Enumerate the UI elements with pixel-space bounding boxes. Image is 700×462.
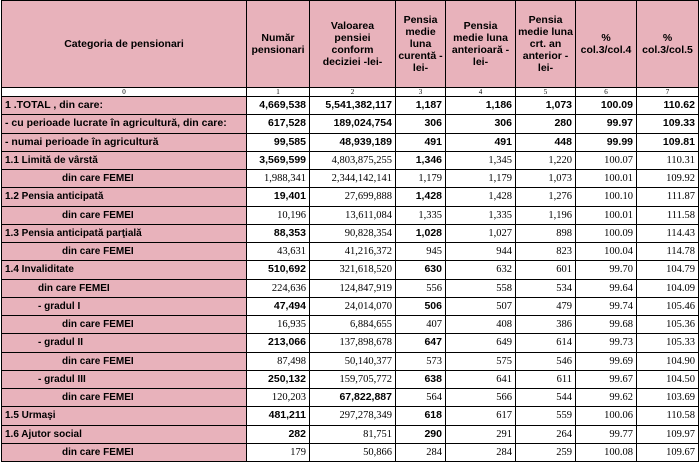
row-value-cell: 99.62: [576, 389, 637, 407]
row-category-label: - numai perioade în agricultură: [2, 133, 247, 151]
row-value-cell: 109.33: [637, 115, 699, 133]
row-value-cell: 10,196: [247, 206, 310, 224]
table-row: [2, 297, 699, 315]
pension-table-container: [1, 0, 699, 462]
table-row: [2, 224, 699, 242]
row-category-label: din care FEMEI: [2, 206, 247, 224]
row-value-cell: 124,847,919: [310, 279, 396, 297]
row-value-cell: 491: [446, 133, 516, 151]
row-category-label: 1.6 Ajutor social: [2, 425, 247, 443]
table-row: [2, 261, 699, 279]
row-value-cell: 559: [516, 407, 576, 425]
row-value-cell: 88,353: [247, 224, 310, 242]
row-value-cell: 100.09: [576, 224, 637, 242]
table-row: [2, 279, 699, 297]
col-header-avg-prev-year: Pensia medie luna crt. an anterior -lei-: [516, 1, 576, 88]
row-value-cell: 1,345: [446, 151, 516, 169]
row-value-cell: 87,498: [247, 352, 310, 370]
row-value-cell: 43,631: [247, 243, 310, 261]
row-category-label: 1.5 Urmaşi: [2, 407, 247, 425]
row-category-label: din care FEMEI: [2, 443, 247, 461]
row-value-cell: 618: [396, 407, 446, 425]
col-number: 4: [446, 88, 516, 97]
row-value-cell: 632: [446, 261, 516, 279]
row-value-cell: 280: [516, 115, 576, 133]
row-value-cell: 448: [516, 133, 576, 151]
row-value-cell: 4,669,538: [247, 97, 310, 115]
row-value-cell: 27,699,888: [310, 188, 396, 206]
row-value-cell: 50,140,377: [310, 352, 396, 370]
row-value-cell: 1,220: [516, 151, 576, 169]
row-category-label: - gradul I: [2, 297, 247, 315]
row-value-cell: 564: [396, 389, 446, 407]
col-header-avg-previous: Pensia medie luna anterioară - lei-: [446, 1, 516, 88]
row-value-cell: 99.99: [576, 133, 637, 151]
row-value-cell: 110.58: [637, 407, 699, 425]
table-row: [2, 334, 699, 352]
row-value-cell: 506: [396, 297, 446, 315]
row-value-cell: 617,528: [247, 115, 310, 133]
table-row: [2, 425, 699, 443]
row-value-cell: 1,988,341: [247, 170, 310, 188]
row-value-cell: 110.31: [637, 151, 699, 169]
row-value-cell: 544: [516, 389, 576, 407]
row-value-cell: 386: [516, 316, 576, 334]
table-row: [2, 443, 699, 461]
row-value-cell: 99.68: [576, 316, 637, 334]
row-value-cell: 16,935: [247, 316, 310, 334]
row-value-cell: 250,132: [247, 370, 310, 388]
table-row: [2, 115, 699, 133]
table-row: [2, 370, 699, 388]
row-value-cell: 5,541,382,117: [310, 97, 396, 115]
row-value-cell: 99.69: [576, 352, 637, 370]
row-value-cell: 297,278,349: [310, 407, 396, 425]
row-value-cell: 611: [516, 370, 576, 388]
table-row: [2, 206, 699, 224]
row-value-cell: 407: [396, 316, 446, 334]
row-value-cell: 2,344,142,141: [310, 170, 396, 188]
row-value-cell: 111.58: [637, 206, 699, 224]
row-value-cell: 137,898,678: [310, 334, 396, 352]
row-value-cell: 617: [446, 407, 516, 425]
row-value-cell: 109.67: [637, 443, 699, 461]
col-header-pct-3-5: % col.3/col.5: [637, 1, 699, 88]
table-row: [2, 316, 699, 334]
table-row: [2, 133, 699, 151]
row-value-cell: 13,611,084: [310, 206, 396, 224]
row-value-cell: 109.97: [637, 425, 699, 443]
row-value-cell: 114.78: [637, 243, 699, 261]
row-value-cell: 99.97: [576, 115, 637, 133]
row-value-cell: 291: [446, 425, 516, 443]
row-value-cell: 100.07: [576, 151, 637, 169]
table-row: [2, 243, 699, 261]
row-value-cell: 120,203: [247, 389, 310, 407]
row-value-cell: 100.09: [576, 97, 637, 115]
row-value-cell: 213,066: [247, 334, 310, 352]
row-value-cell: 189,024,754: [310, 115, 396, 133]
row-value-cell: 50,866: [310, 443, 396, 461]
row-value-cell: 898: [516, 224, 576, 242]
row-value-cell: 100.10: [576, 188, 637, 206]
row-value-cell: 534: [516, 279, 576, 297]
row-value-cell: 507: [446, 297, 516, 315]
row-value-cell: 99,585: [247, 133, 310, 151]
row-value-cell: 649: [446, 334, 516, 352]
row-value-cell: 110.62: [637, 97, 699, 115]
row-value-cell: 1,335: [446, 206, 516, 224]
row-value-cell: 566: [446, 389, 516, 407]
row-value-cell: 90,828,354: [310, 224, 396, 242]
column-number-row: [2, 88, 699, 97]
col-number: 5: [516, 88, 576, 97]
row-value-cell: 24,014,070: [310, 297, 396, 315]
col-number: 3: [396, 88, 446, 97]
row-value-cell: 306: [446, 115, 516, 133]
row-category-label: din care FEMEI: [2, 389, 247, 407]
row-value-cell: 109.81: [637, 133, 699, 151]
table-row: [2, 151, 699, 169]
row-value-cell: 558: [446, 279, 516, 297]
col-number: 0: [2, 88, 247, 97]
row-value-cell: 1,028: [396, 224, 446, 242]
row-category-label: 1.2 Pensia anticipată: [2, 188, 247, 206]
row-value-cell: 1,179: [446, 170, 516, 188]
row-value-cell: 224,636: [247, 279, 310, 297]
row-value-cell: 103.69: [637, 389, 699, 407]
table-row: [2, 352, 699, 370]
row-value-cell: 647: [396, 334, 446, 352]
row-category-label: din care FEMEI: [2, 316, 247, 334]
row-value-cell: 109.92: [637, 170, 699, 188]
row-category-label: din care FEMEI: [2, 279, 247, 297]
row-category-label: 1.3 Pensia anticipată parţială: [2, 224, 247, 242]
row-value-cell: 491: [396, 133, 446, 151]
col-number: 2: [310, 88, 396, 97]
row-value-cell: 284: [396, 443, 446, 461]
row-value-cell: 1,428: [396, 188, 446, 206]
row-value-cell: 100.06: [576, 407, 637, 425]
row-value-cell: 4,803,875,255: [310, 151, 396, 169]
row-value-cell: 1,335: [396, 206, 446, 224]
row-value-cell: 99.64: [576, 279, 637, 297]
row-value-cell: 1,187: [396, 97, 446, 115]
row-value-cell: 1,186: [446, 97, 516, 115]
table-row: [2, 389, 699, 407]
table-row: [2, 170, 699, 188]
row-value-cell: 408: [446, 316, 516, 334]
row-value-cell: 264: [516, 425, 576, 443]
row-value-cell: 159,705,772: [310, 370, 396, 388]
pension-statistics-table: [1, 0, 699, 462]
col-header-category: Categoria de pensionari: [2, 1, 247, 88]
row-value-cell: 1,428: [446, 188, 516, 206]
row-value-cell: 47,494: [247, 297, 310, 315]
row-value-cell: 105.46: [637, 297, 699, 315]
row-value-cell: 104.09: [637, 279, 699, 297]
row-value-cell: 99.70: [576, 261, 637, 279]
row-value-cell: 41,216,372: [310, 243, 396, 261]
col-number: 1: [247, 88, 310, 97]
row-category-label: - gradul II: [2, 334, 247, 352]
col-header-pensioners: Număr pensionari: [247, 1, 310, 88]
row-category-label: 1.1 Limită de vârstă: [2, 151, 247, 169]
row-value-cell: 67,822,887: [310, 389, 396, 407]
row-value-cell: 179: [247, 443, 310, 461]
row-value-cell: 3,569,599: [247, 151, 310, 169]
row-value-cell: 6,884,655: [310, 316, 396, 334]
row-value-cell: 638: [396, 370, 446, 388]
row-value-cell: 321,618,520: [310, 261, 396, 279]
row-value-cell: 290: [396, 425, 446, 443]
row-value-cell: 48,939,189: [310, 133, 396, 151]
row-value-cell: 81,751: [310, 425, 396, 443]
row-value-cell: 601: [516, 261, 576, 279]
row-value-cell: 104.79: [637, 261, 699, 279]
row-value-cell: 99.74: [576, 297, 637, 315]
row-value-cell: 104.90: [637, 352, 699, 370]
table-body: [2, 97, 699, 462]
row-value-cell: 1,073: [516, 97, 576, 115]
row-value-cell: 99.77: [576, 425, 637, 443]
row-category-label: din care FEMEI: [2, 170, 247, 188]
row-value-cell: 573: [396, 352, 446, 370]
row-value-cell: 1,196: [516, 206, 576, 224]
col-header-pension-value: Valoarea pensiei conform deciziei -lei-: [310, 1, 396, 88]
row-value-cell: 306: [396, 115, 446, 133]
row-category-label: 1 .TOTAL , din care:: [2, 97, 247, 115]
row-value-cell: 100.01: [576, 206, 637, 224]
row-value-cell: 19,401: [247, 188, 310, 206]
row-value-cell: 114.43: [637, 224, 699, 242]
row-value-cell: 1,073: [516, 170, 576, 188]
row-value-cell: 630: [396, 261, 446, 279]
row-value-cell: 99.67: [576, 370, 637, 388]
row-value-cell: 556: [396, 279, 446, 297]
table-row: [2, 97, 699, 115]
row-value-cell: 1,027: [446, 224, 516, 242]
row-value-cell: 259: [516, 443, 576, 461]
row-category-label: - cu perioade lucrate în agricultură, din care:: [2, 115, 247, 133]
row-category-label: din care FEMEI: [2, 243, 247, 261]
row-value-cell: 510,692: [247, 261, 310, 279]
row-value-cell: 111.87: [637, 188, 699, 206]
row-value-cell: 481,211: [247, 407, 310, 425]
row-value-cell: 823: [516, 243, 576, 261]
header-row: [2, 1, 699, 88]
row-value-cell: 1,179: [396, 170, 446, 188]
row-category-label: - gradul III: [2, 370, 247, 388]
row-value-cell: 945: [396, 243, 446, 261]
row-value-cell: 104.50: [637, 370, 699, 388]
row-value-cell: 99.73: [576, 334, 637, 352]
row-value-cell: 641: [446, 370, 516, 388]
table-row: [2, 407, 699, 425]
row-value-cell: 282: [247, 425, 310, 443]
row-value-cell: 479: [516, 297, 576, 315]
row-category-label: din care FEMEI: [2, 352, 247, 370]
col-header-pct-3-4: % col.3/col.4: [576, 1, 637, 88]
row-value-cell: 105.33: [637, 334, 699, 352]
col-number: 7: [637, 88, 699, 97]
row-value-cell: 100.04: [576, 243, 637, 261]
row-value-cell: 284: [446, 443, 516, 461]
col-number: 6: [576, 88, 637, 97]
row-value-cell: 105.36: [637, 316, 699, 334]
row-value-cell: 944: [446, 243, 516, 261]
row-value-cell: 100.08: [576, 443, 637, 461]
row-value-cell: 575: [446, 352, 516, 370]
table-row: [2, 188, 699, 206]
row-value-cell: 1,346: [396, 151, 446, 169]
col-header-avg-current: Pensia medie luna curentă -lei-: [396, 1, 446, 88]
row-value-cell: 1,276: [516, 188, 576, 206]
row-value-cell: 100.01: [576, 170, 637, 188]
row-value-cell: 614: [516, 334, 576, 352]
row-value-cell: 546: [516, 352, 576, 370]
row-category-label: 1.4 Invaliditate: [2, 261, 247, 279]
